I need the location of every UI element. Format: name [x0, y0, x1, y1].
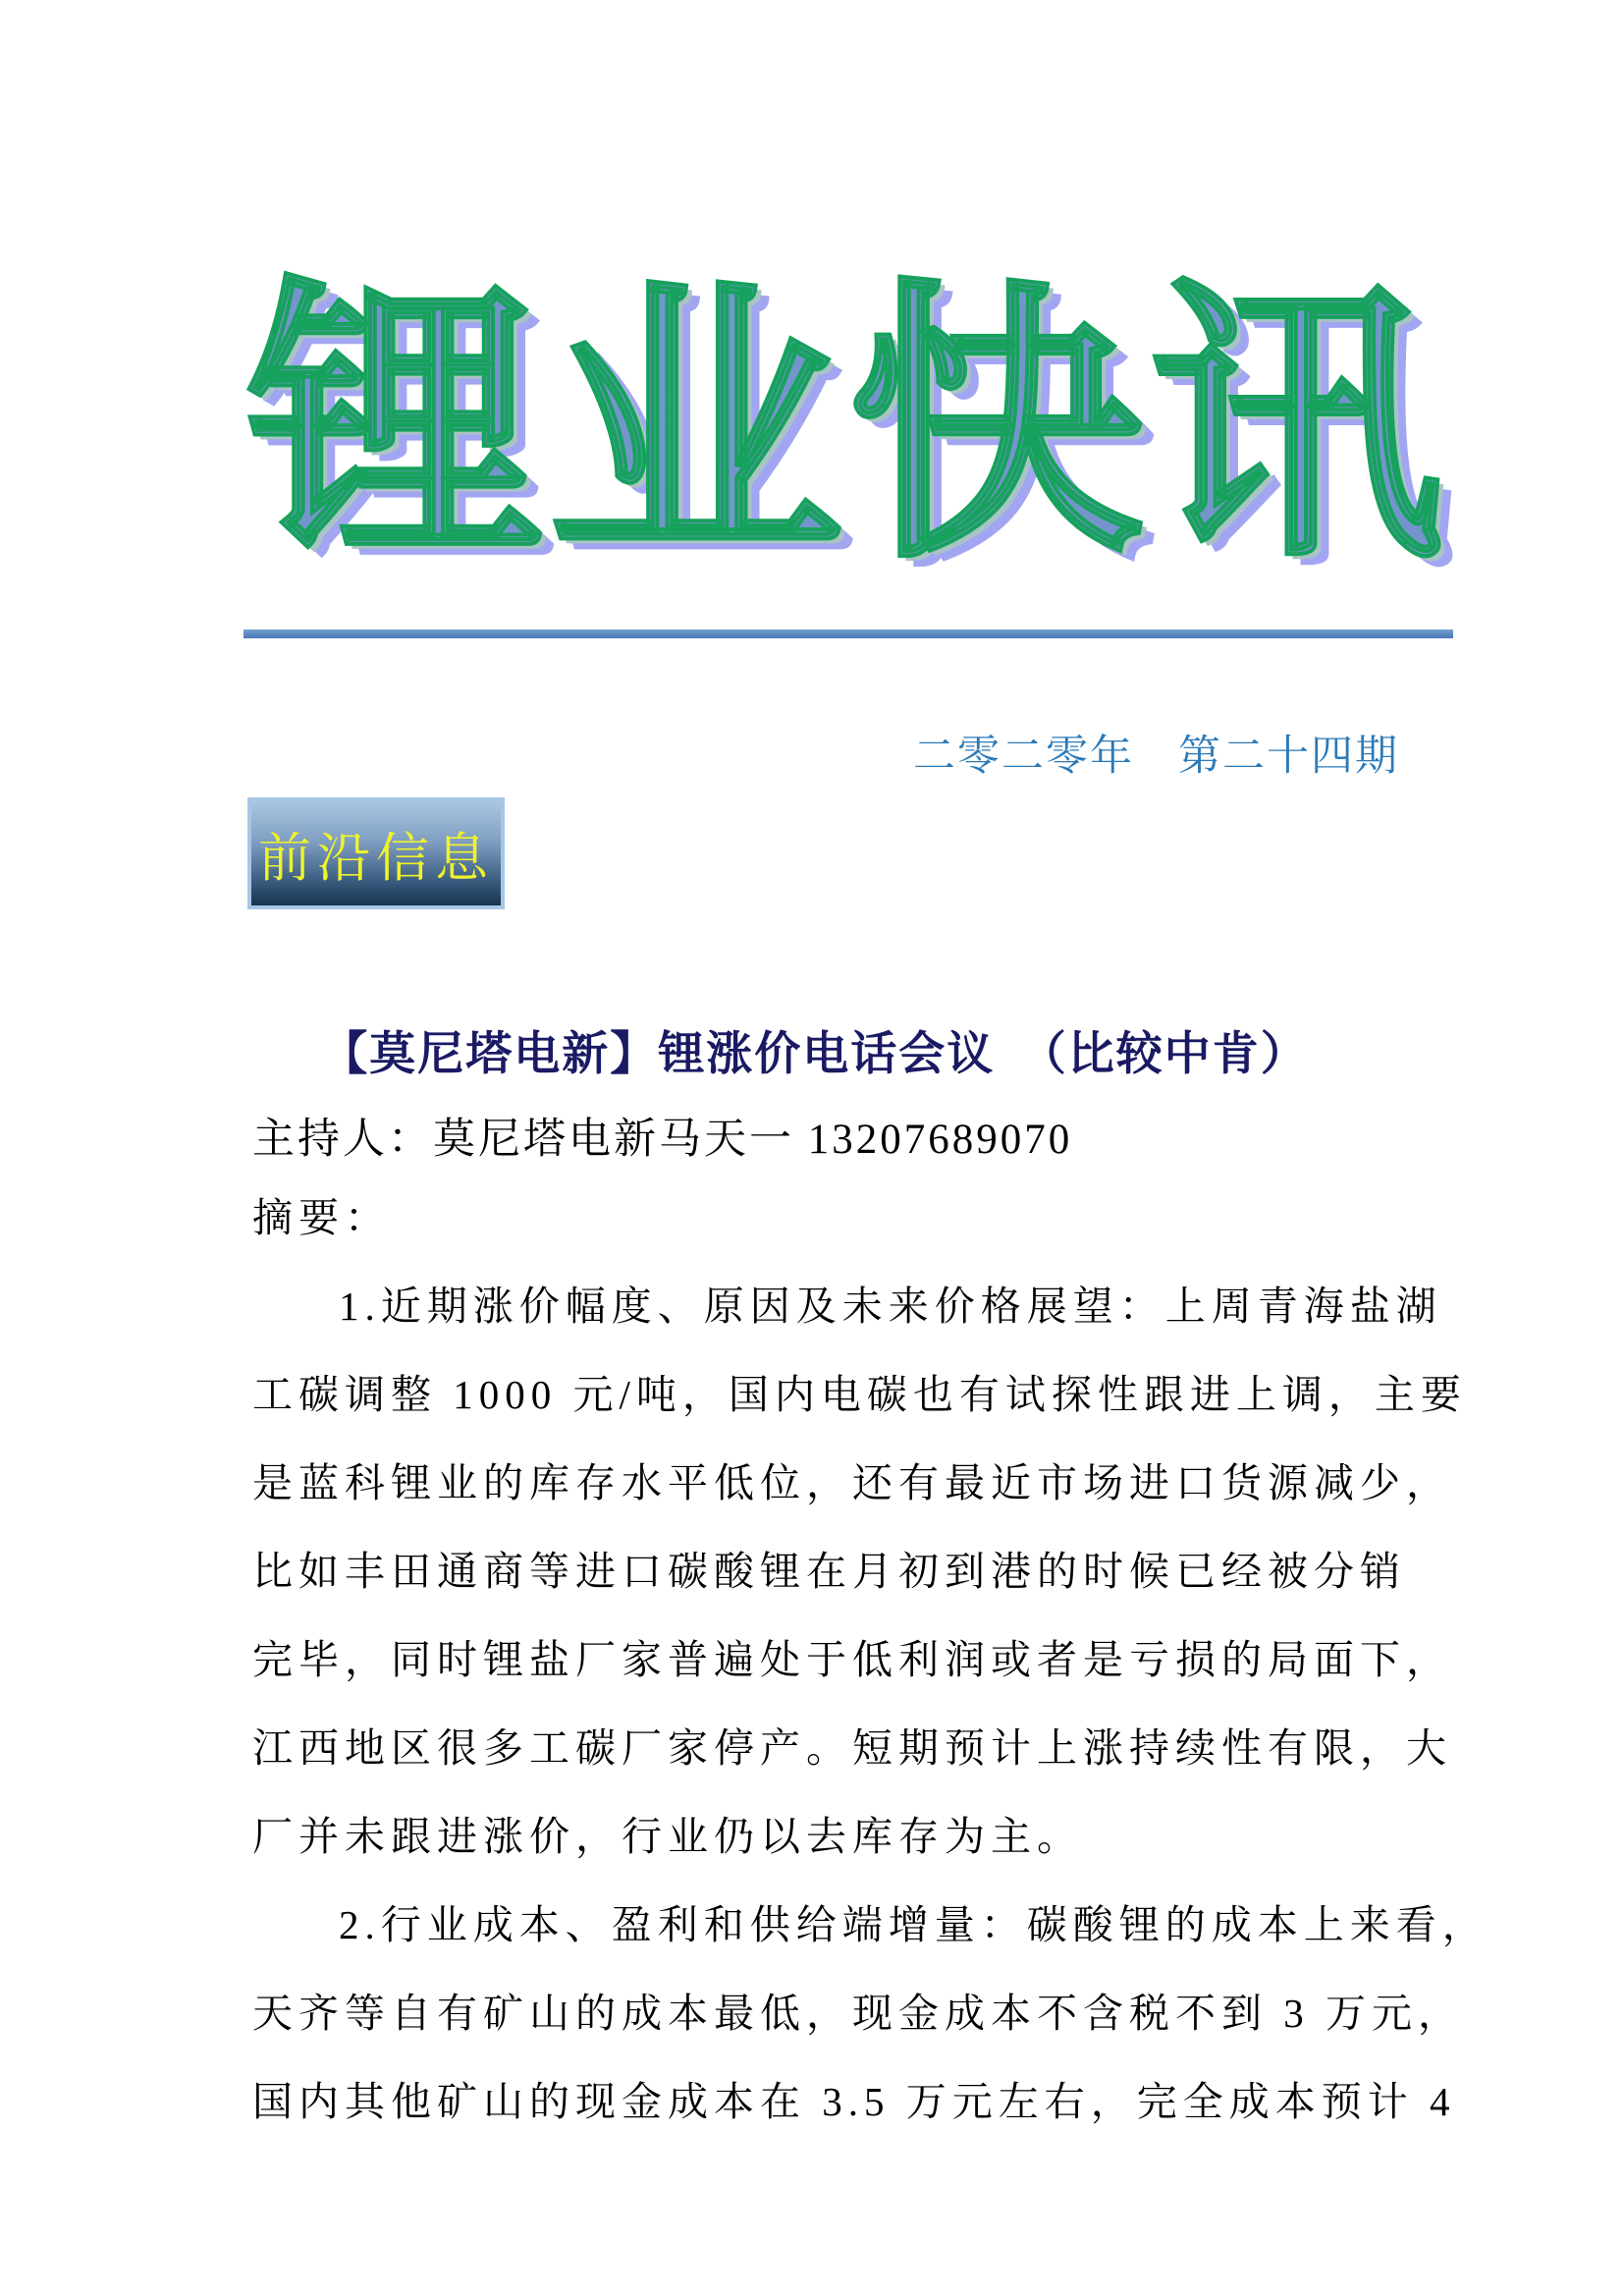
body-line: 摘要： [252, 1195, 391, 1240]
body-line: 江西地区很多工碳厂家停产。短期预计上涨持续性有限，大 [252, 1725, 1452, 1771]
body-line: 比如丰田通商等进口碳酸锂在月初到港的时候已经被分销 [252, 1549, 1406, 1594]
body-line: 国内其他矿山的现金成本在 3.5 万元左右，完全成本预计 4 [252, 2079, 1456, 2124]
body-line: 厂并未跟进涨价，行业仍以去库存为主。 [252, 1814, 1083, 1859]
body-line: 2.行业成本、盈利和供给端增量：碳酸锂的成本上来看， [339, 1902, 1488, 1947]
body-line: 工碳调整 1000 元/吨，国内电碳也有试探性跟进上调，主要 [252, 1372, 1467, 1417]
section-badge-label: 前沿信息 [258, 828, 494, 888]
body-line: 1.近期涨价幅度、原因及未来价格展望：上周青海盐湖 [339, 1284, 1442, 1329]
body-line: 完毕，同时锂盐厂家普遍处于低利润或者是亏损的局面下， [252, 1637, 1452, 1682]
body-line: 是蓝科锂业的库存水平低位，还有最近市场进口货源减少， [252, 1460, 1452, 1505]
article-body [252, 1174, 1488, 2146]
masthead-title: 锂业快讯 [247, 251, 1449, 598]
host-line: 主持人：莫尼塔电新马天一 13207689070 [252, 1117, 1073, 1163]
body-line: 天齐等自有矿山的成本最低，现金成本不含税不到 3 万元， [252, 1991, 1464, 2036]
masthead-divider-rule [243, 629, 1453, 638]
issue-line: 二零二零年 第二十四期 [913, 734, 1399, 780]
section-badge [247, 797, 505, 909]
article-title: 【莫尼塔电新】锂涨价电话会议 （比较中肯） [321, 1029, 1309, 1080]
